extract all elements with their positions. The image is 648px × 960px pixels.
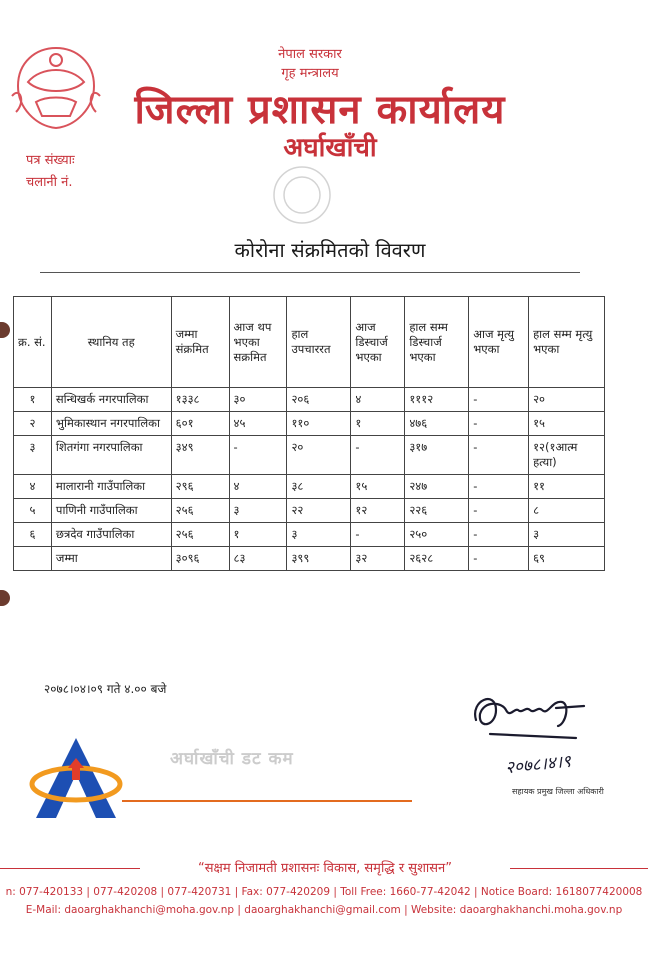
cell-total-infected: ३४९ [171,436,229,475]
footer-motto-row [0,858,648,878]
table-total-row [14,547,605,571]
table-row [14,523,605,547]
cell-local-level: छत्रदेव गाउँपालिका [51,523,171,547]
cell-total-label: जम्मा [51,547,171,571]
letter-number-label: पत्र संख्याः [26,153,75,168]
cell-local-level: सन्धिखर्क नगरपालिका [51,388,171,412]
cell-deaths-today: - [469,547,529,571]
table-row [14,412,605,436]
cell-deaths-total: १५ [529,412,605,436]
cell-new-infected: ३० [229,388,287,412]
cell-serial: २ [14,412,52,436]
footer-contact-phones: n: 077-420133 | 077-420208 | 077-420731 | Fax: 077-420209 | Toll Free: 1660-77-42042 | Notice Board: 1618077420008 [5,886,643,898]
cell-discharged-total: ३१७ [405,436,469,475]
letterhead-ministry: गृह मन्त्रालय [281,66,339,81]
signature-icon [466,680,596,750]
cell-under-treatment: ३ [287,523,351,547]
title-underline [40,272,580,273]
cell-discharged-total: २४७ [405,475,469,499]
table-row [14,499,605,523]
cell-deaths-total: ३ [529,523,605,547]
cell-total-infected: २५६ [171,523,229,547]
cell-discharged-total: २६२८ [405,547,469,571]
cell-deaths-today: - [469,499,529,523]
column-header: स्थानिय तह [51,297,171,388]
column-header: हाल उपचाररत [287,297,351,388]
cell-deaths-today: - [469,412,529,436]
cell-deaths-today: - [469,475,529,499]
cell-discharged-today: १२ [351,499,405,523]
cell-local-level: मालारानी गाउँपालिका [51,475,171,499]
footer-contact-emails: E-Mail: daoarghakhanchi@moha.gov.np | daoarghakhanchi@gmail.com | Website: daoarghakhanchi.moha.gov.np [25,904,623,916]
table-header-row [14,297,605,388]
cell-discharged-today: १५ [351,475,405,499]
cell-under-treatment: २० [287,436,351,475]
cell-new-infected: ३ [229,499,287,523]
faint-stamp-icon [262,160,342,230]
punch-hole [0,590,10,606]
column-header: हाल सम्म डिस्चार्ज भएका [405,297,469,388]
cell-local-level: पाणिनी गाउँपालिका [51,499,171,523]
table-row [14,436,605,475]
cell-discharged-today: १ [351,412,405,436]
footer-motto: “सक्षम निजामती प्रशासनः विकास, समृद्धि र सुशासन” [140,858,510,876]
cell-under-treatment: २०६ [287,388,351,412]
orange-divider [122,800,412,802]
cell-discharged-total: ४७६ [405,412,469,436]
cell-discharged-today: - [351,436,405,475]
column-header: आज मृत्यु भएका [469,297,529,388]
cell-local-level: शितगंगा नगरपालिका [51,436,171,475]
cell-total-infected: २५६ [171,499,229,523]
cell-discharged-total: २२६ [405,499,469,523]
cell-discharged-total: १११२ [405,388,469,412]
cell-serial: ३ [14,436,52,475]
motto-line-left [0,868,150,869]
cell-local-level: भुमिकास्थान नगरपालिका [51,412,171,436]
news-site-logo-icon [28,734,124,822]
cell-total-infected: ३०९६ [171,547,229,571]
cell-new-infected: १ [229,523,287,547]
cell-deaths-today: - [469,523,529,547]
letterhead-office: जिल्ला प्रशासन कार्यालय [134,87,506,133]
cell-serial: ४ [14,475,52,499]
cell-new-infected: ४ [229,475,287,499]
cell-new-infected: ८३ [229,547,287,571]
report-datetime: २०७८।०४।०९ गते ४.०० बजे [44,682,167,696]
cell-deaths-today: - [469,388,529,412]
document-title: कोरोना संक्रमितको विवरण [234,238,426,262]
cell-under-treatment: ११० [287,412,351,436]
cell-serial: ५ [14,499,52,523]
covid-cases-table [13,296,605,571]
cell-deaths-today: - [469,436,529,475]
letterhead-government: नेपाल सरकार [278,47,342,62]
column-header: जम्मा संक्रमित [171,297,229,388]
cell-deaths-total: १२(१आत्म हत्या) [529,436,605,475]
cell-deaths-total: ११ [529,475,605,499]
punch-hole [0,322,10,338]
table-row [14,475,605,499]
cell-new-infected: - [229,436,287,475]
cell-under-treatment: ३८ [287,475,351,499]
signatory-title: सहायक प्रमुख जिल्ला अधिकारी [512,787,604,796]
nepal-emblem-icon [6,42,106,134]
column-header: आज थप भएका सक्रमित [229,297,287,388]
dispatch-number-label: चलानी नं. [26,175,73,190]
cell-new-infected: ४५ [229,412,287,436]
cell-under-treatment: २२ [287,499,351,523]
letterhead-district: अर्घाखाँची [283,133,377,163]
cell-discharged-today: ४ [351,388,405,412]
cell-under-treatment: ३९९ [287,547,351,571]
cell-serial: ६ [14,523,52,547]
motto-line-right [500,868,648,869]
cell-serial [14,547,52,571]
cell-total-infected: १३३८ [171,388,229,412]
cell-deaths-total: ८ [529,499,605,523]
cell-discharged-today: ३२ [351,547,405,571]
cell-total-infected: २९६ [171,475,229,499]
cell-discharged-total: २५० [405,523,469,547]
cell-serial: १ [14,388,52,412]
signature-date: २०७८।४।९ [504,751,572,779]
column-header: क्र. सं. [14,297,52,388]
column-header: आज डिस्चार्ज भएका [351,297,405,388]
table-row [14,388,605,412]
watermark-text: अर्घाखाँची डट कम [170,749,294,769]
cell-deaths-total: ६९ [529,547,605,571]
cell-discharged-today: - [351,523,405,547]
cell-total-infected: ६०१ [171,412,229,436]
cell-deaths-total: २० [529,388,605,412]
column-header: हाल सम्म मृत्यु भएका [529,297,605,388]
